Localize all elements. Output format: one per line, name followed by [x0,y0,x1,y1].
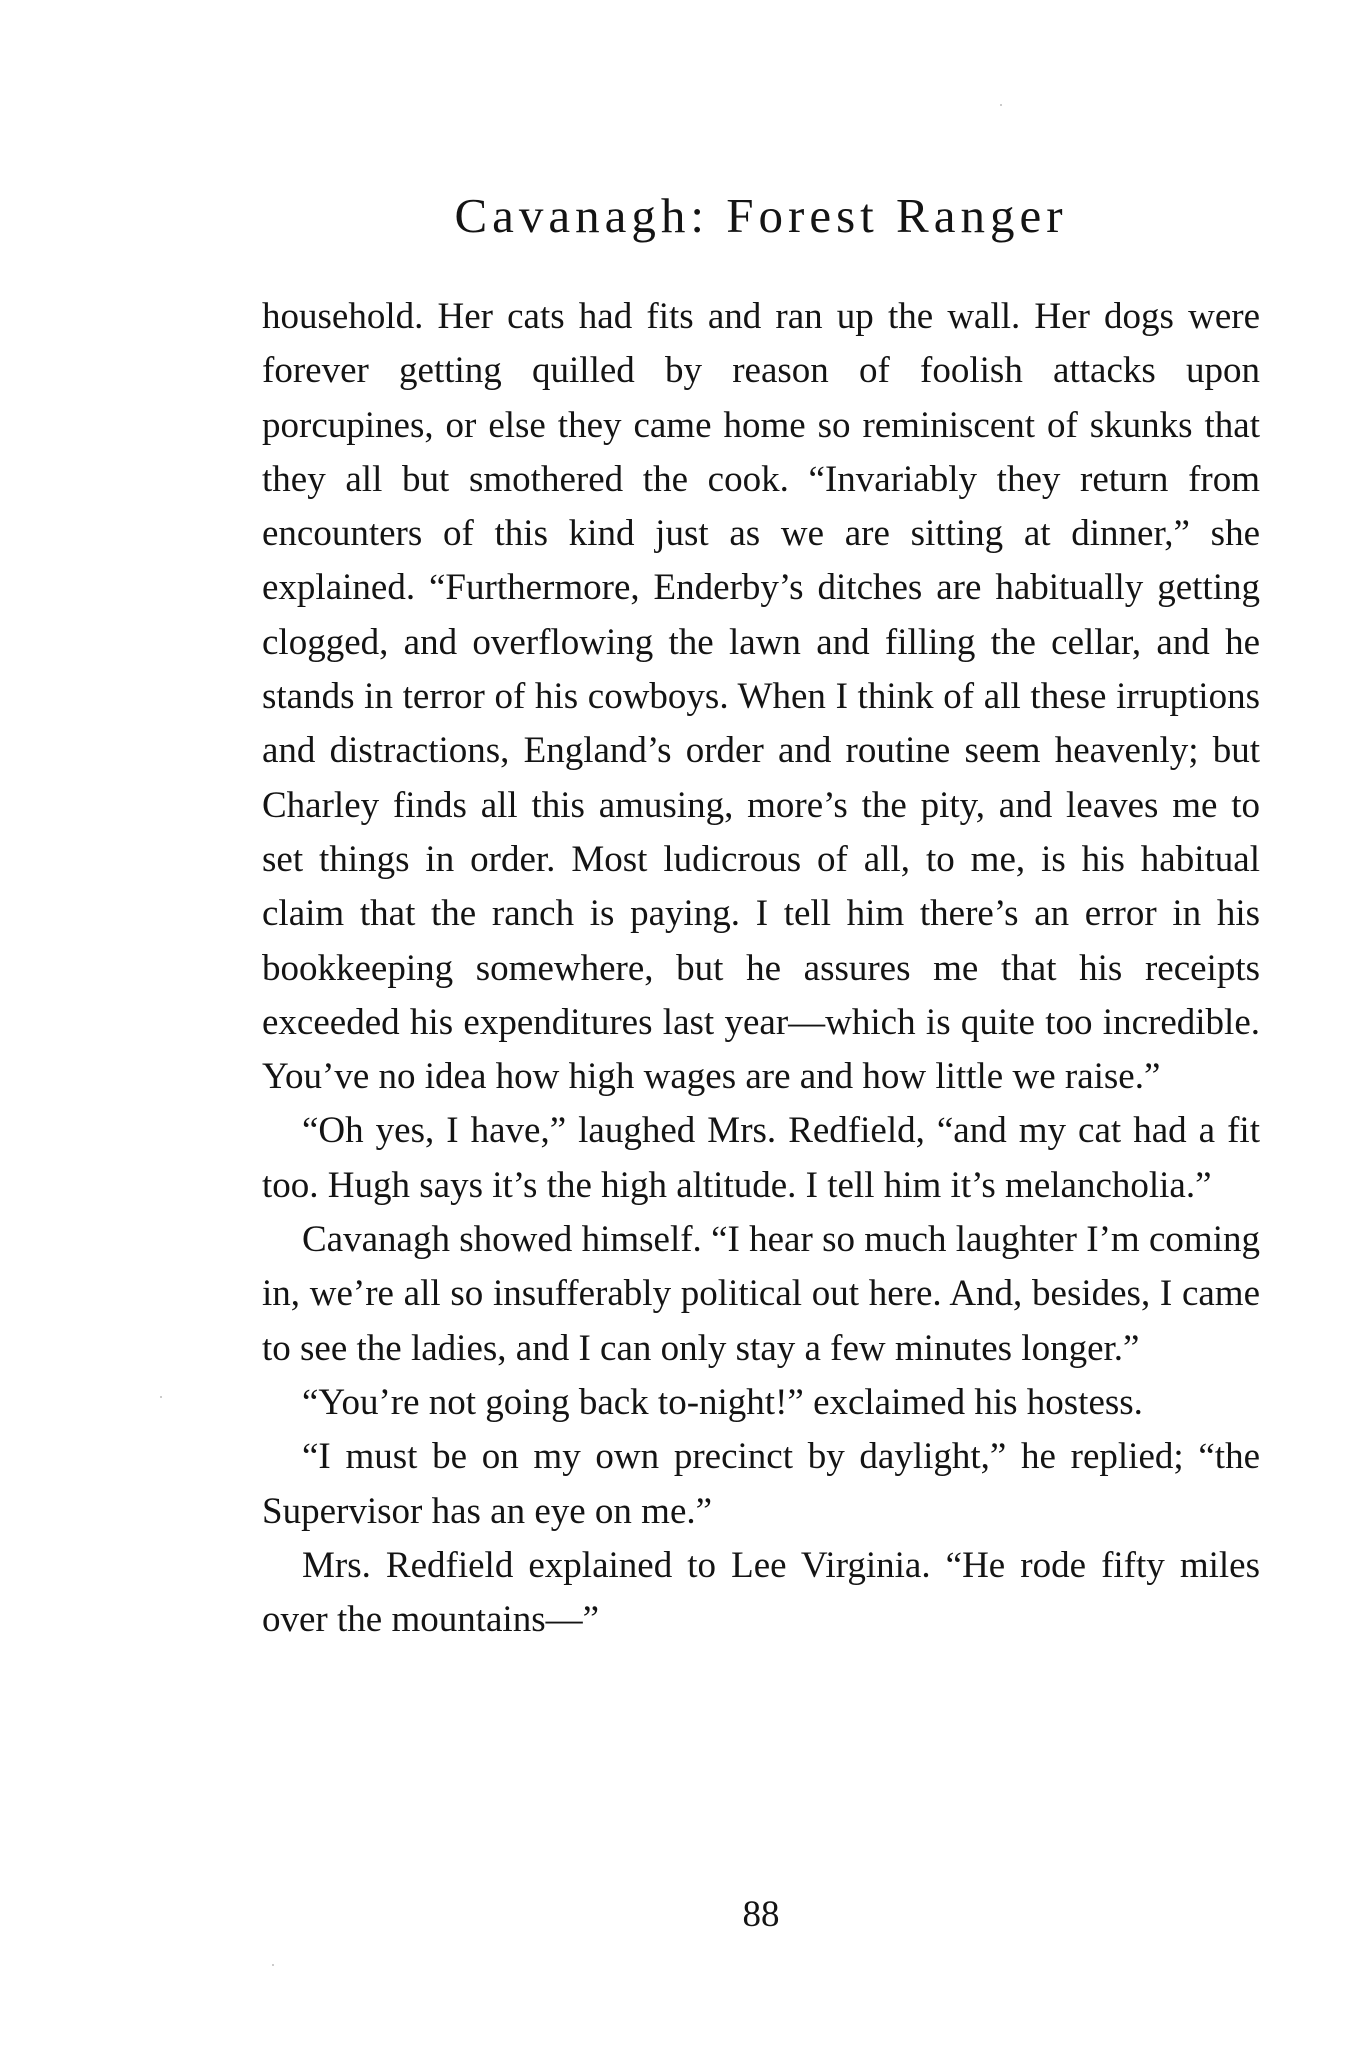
paragraph: “I must be on my own precinct by daylight,” he replied; “the Supervisor has an eye on me.” [262,1436,1260,1532]
paragraph: “Oh yes, I have,” laughed Mrs. Redfield, “and my cat had a fit too. Hugh says it’s the high altitude. I tell him it’s melancholia.” [262,1110,1260,1206]
paper-speck [272,1964,274,1966]
paper-speck [1000,104,1002,106]
running-head: Cavanagh: Forest Ranger [454,188,1068,243]
paper-speck [160,1396,162,1398]
page-number: 88 [742,1894,780,1935]
paragraph: Cavanagh showed himself. “I hear so much laughter I’m coming in, we’re all so insufferably political out here. And, besides, I came to see the ladies, and I can only stay a few minutes longer.” [262,1219,1260,1369]
body-text [262,290,1260,1647]
paragraph: “You’re not going back to-night!” exclaimed his hostess. [302,1381,1143,1423]
paragraph: household. Her cats had fits and ran up the wall. Her dogs were forever getting quilled by reason of foolish attacks upon porcupines, or else they came home so reminiscent of skunks that they all but smothered the cook. “Invariably they return from encounters of this kind just as we are sitting at dinner,” she explained. “Furthermore, Enderby’s ditches are habitually getting clogged, and overflowing the lawn and filling the cellar, and he stands in terror of his cowboys. When I think of all these irruptions and distractions, England’s order and routine seem heavenly; but Charley finds all this amusing, more’s the pity, and leaves me to set things in order. Most ludicrous of all, to me, is his habitual claim that the ranch is paying. I tell him there’s an error in his bookkeeping somewhere, but he assures me that his receipts exceeded his expenditures last year—which is quite too incredible. You’ve no idea how high wages are and how little we raise.” [262,296,1260,1098]
paragraph: Mrs. Redfield explained to Lee Virginia. “He rode fifty miles over the mountains—” [262,1544,1260,1641]
